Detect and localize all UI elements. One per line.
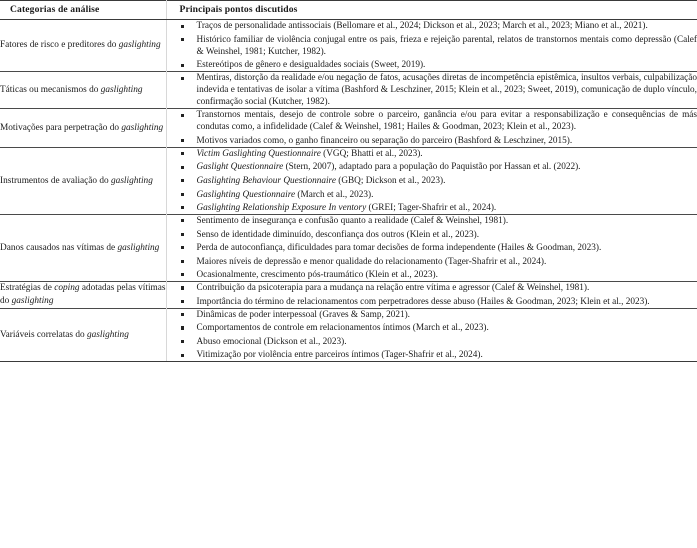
point-item: Traços de personalidade antissociais (Bellomare et al., 2024; Dickson et al., 2023; March et al., 2023; Miano et al., 2021).: [167, 20, 697, 32]
point-item: Gaslighting Relationship Exposure In ventory (GREI; Tager-Shafrir et al., 2024).: [167, 202, 697, 214]
point-item: Perda de autoconfiança, dificuldades para tomar decisões de forma independente (Hailes & Goodman, 2023).: [167, 242, 697, 254]
point-item: Senso de identidade diminuído, desconfiança dos outros (Klein et al., 2023).: [167, 229, 697, 241]
point-item: Dinâmicas de poder interpessoal (Graves & Samp, 2021).: [167, 309, 697, 321]
table-header: [0, 1, 697, 20]
category-cell: [0, 72, 166, 109]
point-item: Transtornos mentais, desejo de controle sobre o parceiro, ganância e/ou para evitar a responsabilização e consequências de más condutas como, a infidelidade (Calef & Weinshel, 1981; Hailes & Goodman, 2023; Klein et al., 2023).: [167, 109, 697, 133]
table-header-row: [0, 1, 697, 20]
category-cell: [0, 282, 166, 309]
category-cell: [0, 20, 166, 72]
point-item: Gaslighting Behaviour Questionnaire (GBQ; Dickson et al., 2023).: [167, 175, 697, 187]
column-header-pontos: Principais pontos discutidos: [166, 1, 697, 20]
points-list: [167, 215, 697, 281]
point-item: Histórico familiar de violência conjugal entre os pais, frieza e rejeição parental, relatos de transtornos mentais como depressão (Calef & Weinshel, 1981; Kutcher, 1982).: [167, 34, 697, 58]
point-item: Estereótipos de gênero e desigualdades sociais (Sweet, 2019).: [167, 59, 697, 71]
point-item: Maiores níveis de depressão e menor qualidade do relacionamento (Tager-Shafrir et al., 2024).: [167, 256, 697, 268]
category-label: Instrumentos de avaliação do gaslighting: [0, 175, 153, 186]
point-item: Vitimização por violência entre parceiros íntimos (Tager-Shafrir et al., 2024).: [167, 349, 697, 361]
points-list: [167, 109, 697, 147]
points-list: [167, 20, 697, 71]
point-item: Ocasionalmente, crescimento pós-traumático (Klein et al., 2023).: [167, 269, 697, 281]
point-item: Motivos variados como, o ganho financeiro ou separação do parceiro (Bashford & Leschziner, 2015).: [167, 135, 697, 147]
points-cell: [166, 308, 697, 362]
point-item: Abuso emocional (Dickson et al., 2023).: [167, 336, 697, 348]
point-item: Sentimento de insegurança e confusão quanto a realidade (Calef & Weinshel, 1981).: [167, 215, 697, 227]
points-cell: [166, 282, 697, 309]
point-item: Gaslighting Questionnaire (March et al., 2023).: [167, 189, 697, 201]
point-item: Comportamentos de controle em relacionamentos íntimos (March et al., 2023).: [167, 322, 697, 334]
category-cell: [0, 109, 166, 148]
category-cell: [0, 308, 166, 362]
category-label: Táticas ou mecanismos do gaslighting: [0, 84, 143, 95]
table-row: [0, 215, 697, 282]
category-label: Motivações para perpetração do gaslighting: [0, 122, 164, 133]
column-header-categorias: Categorias de análise: [0, 1, 166, 20]
points-cell: [166, 147, 697, 214]
category-label: Danos causados nas vítimas de gaslighting: [0, 242, 160, 253]
table-row: [0, 72, 697, 109]
table-row: [0, 308, 697, 362]
points-cell: [166, 215, 697, 282]
points-list: [167, 282, 697, 308]
points-list: [167, 72, 697, 108]
points-cell: [166, 109, 697, 148]
point-item: Victim Gaslighting Questionnaire (VGQ; Bhatti et al., 2023).: [167, 148, 697, 160]
table-row: [0, 109, 697, 148]
category-label: Estratégias de coping adotadas pelas vítimas do gaslighting: [0, 283, 166, 306]
category-label: Variáveis correlatas do gaslighting: [0, 329, 129, 340]
table-row: [0, 20, 697, 72]
points-cell: [166, 72, 697, 109]
category-label: Fatores de risco e preditores do gaslighting: [0, 40, 161, 51]
point-item: Gaslight Questionnaire (Stern, 2007), adaptado para a população do Paquistão por Hassan et al. (2022).: [167, 161, 697, 173]
point-item: Importância do término de relacionamentos com perpetradores desse abuso (Hailes & Goodman, 2023; Klein et al., 2023).: [167, 296, 697, 308]
table-row: [0, 147, 697, 214]
point-item: Contribuição da psicoterapia para a mudança na relação entre vítima e agressor (Calef & Weinshel, 1981).: [167, 282, 697, 294]
table-body: [0, 20, 697, 362]
points-list: [167, 148, 697, 214]
points-cell: [166, 20, 697, 72]
category-cell: [0, 215, 166, 282]
point-item: Mentiras, distorção da realidade e/ou negação de fatos, acusações diretas de incompetência epistêmica, insultos verbais, culpabilização indevida e tentativas de isolar a vítima (Bashford & Leschziner, 2015; Klein et al., 2023; Sweet, 2019), comunicação de duplo vínculo, confirmação social (Kutcher, 1982).: [167, 72, 697, 108]
category-cell: [0, 147, 166, 214]
points-list: [167, 309, 697, 362]
table-row: [0, 282, 697, 309]
